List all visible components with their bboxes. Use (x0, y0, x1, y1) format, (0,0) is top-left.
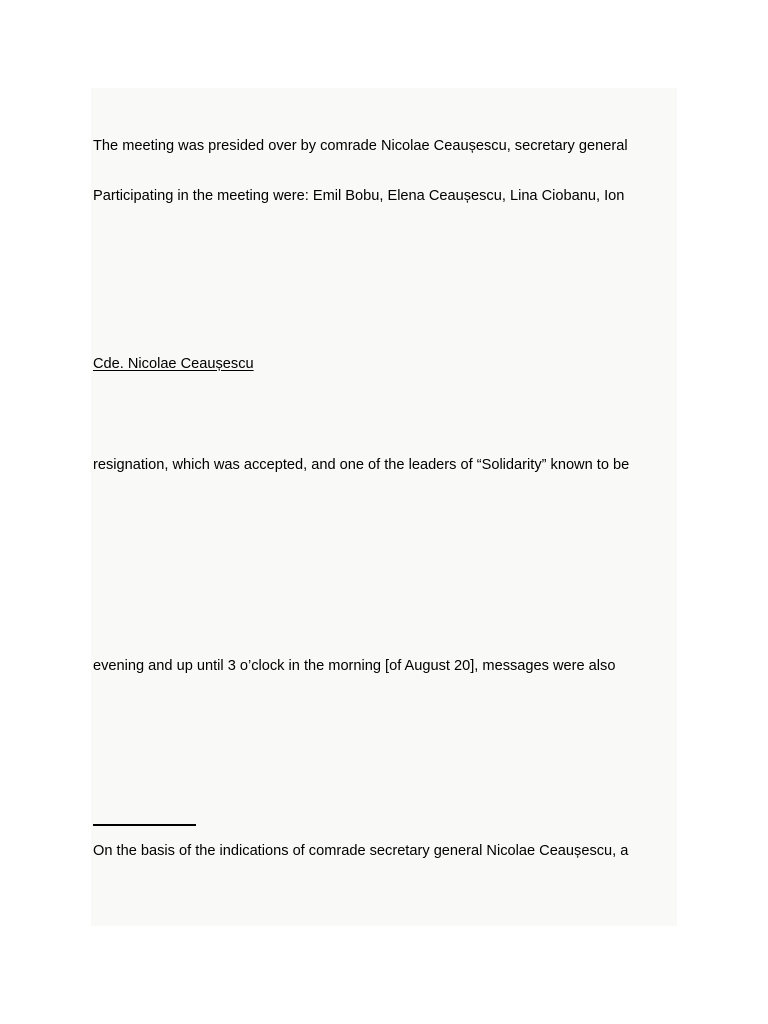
footnote-text: On the basis of the indications of comrade secretary general Nicolae Ceaușescu, a (93, 843, 629, 859)
text-line-resignation: resignation, which was accepted, and one of the leaders of “Solidarity” known to be (93, 457, 630, 473)
speaker-heading: Cde. Nicolae Ceaușescu (93, 356, 254, 372)
text-line-participants: Participating in the meeting were: Emil Bobu, Elena Ceaușescu, Lina Ciobanu, Ion (93, 188, 625, 204)
footnote-separator (93, 824, 196, 826)
text-line-presided: The meeting was presided over by comrade Nicolae Ceaușescu, secretary general (93, 138, 628, 154)
text-line-evening: evening and up until 3 o’clock in the morning [of August 20], messages were also (93, 658, 616, 674)
document-page (91, 88, 677, 926)
